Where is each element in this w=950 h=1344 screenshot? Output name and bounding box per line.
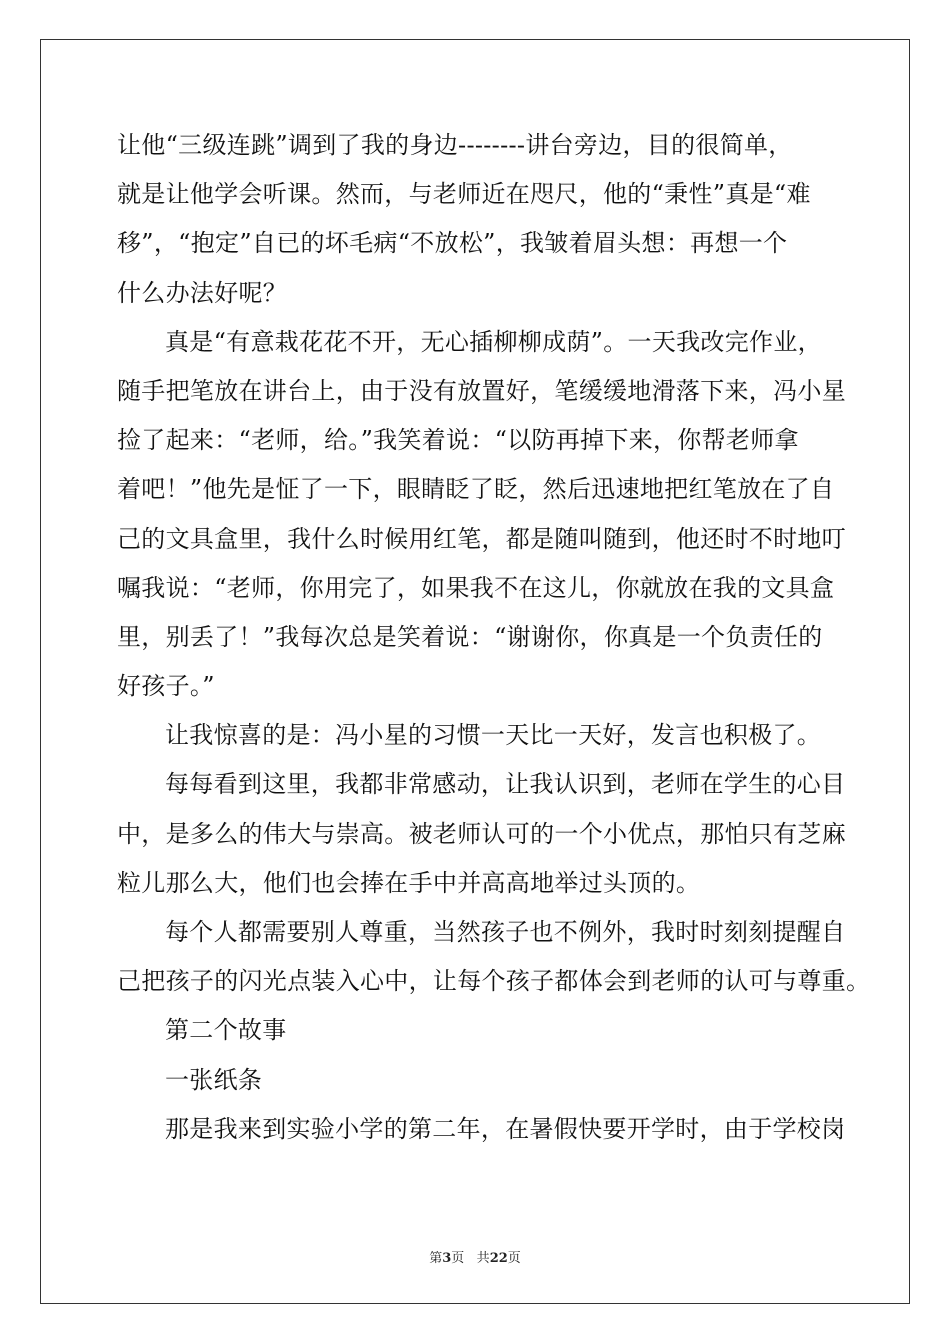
footer-prefix: 第	[429, 1251, 443, 1266]
document-body	[117, 121, 871, 1154]
text-line: 里，别丢了！”我每次总是笑着说：“谢谢你，你真是一个负责任的	[117, 622, 823, 651]
text-line: 每个人都需要别人尊重，当然孩子也不例外，我时时刻刻提醒自	[165, 918, 846, 946]
text-line: 己的文具盒里，我什么时候用红笔，都是随叫随到，他还时不时地叮	[117, 524, 846, 553]
footer-total-prefix: 共	[476, 1251, 490, 1266]
text-line: 什么办法好呢？	[117, 278, 288, 307]
text-line: 捡了起来：“老师，给。”我笑着说：“以防再掉下来，你帮老师拿	[117, 426, 799, 455]
text-line: 粒儿那么大，他们也会捧在手中并高高地举过头顶的。	[117, 868, 701, 897]
page-footer	[0, 1247, 950, 1266]
text-line: 一张纸条	[165, 1065, 263, 1094]
text-line: 着吧！”他先是怔了一下，眼睛眨了眨，然后迅速地把红笔放在了自	[117, 475, 835, 504]
text-line: 那是我来到实验小学的第二年，在暑假快要开学时，由于学校岗	[165, 1114, 846, 1143]
text-line: 第二个故事	[165, 1016, 287, 1045]
text-line: 嘱我说：“老师，你用完了，如果我不在这儿，你就放在我的文具盒	[117, 573, 835, 602]
footer-page-number: 3	[442, 1251, 452, 1266]
footer-total-pages: 22	[489, 1251, 508, 1266]
text-line: 让我惊喜的是：冯小星的习惯一天比一天好，发言也积极了。	[165, 721, 822, 750]
text-line: 移”，“抱定”自已的坏毛病“不放松”，我皱着眉头想：再想一个	[117, 229, 788, 258]
text-line: 中，是多么的伟大与崇高。被老师认可的一个小优点，那怕只有芝麻	[117, 819, 846, 848]
footer-page-suffix: 页	[451, 1251, 465, 1266]
text-line: 让他“三级连跳”调到了我的身边--------讲台旁边，目的很简单，	[117, 131, 793, 159]
text-line: 好孩子。”	[117, 672, 215, 701]
footer-total-suffix: 页	[507, 1251, 521, 1266]
text-line: 随手把笔放在讲台上，由于没有放置好，笔缓缓地滑落下来，冯小星	[117, 376, 846, 405]
text-line: 真是“有意栽花花不开，无心插柳柳成荫”。一天我改完作业，	[165, 327, 822, 356]
text-line: 就是让他学会听课。然而，与老师近在咫尺，他的“秉性”真是“难	[117, 180, 811, 209]
text-line: 己把孩子的闪光点装入心中，让每个孩子都体会到老师的认可与尊重。	[117, 967, 871, 996]
text-line: 每每看到这里，我都非常感动，让我认识到，老师在学生的心目	[165, 770, 846, 799]
